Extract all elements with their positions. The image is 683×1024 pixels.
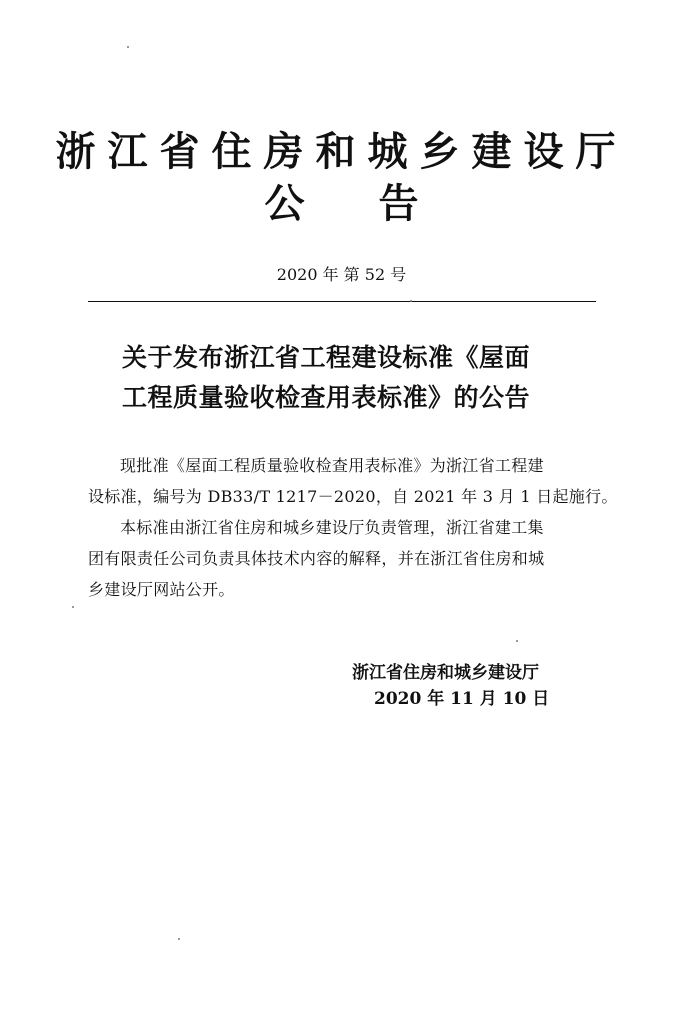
- document-number: 2020 年 第 52 号: [276, 265, 407, 284]
- signature-issuer: 浙江省住房和城乡建设厅: [352, 663, 539, 683]
- document-type-heading: 公告: [264, 180, 493, 227]
- issuing-authority-title: 浙江省住房和城乡建设厅: [55, 128, 628, 175]
- paragraph-1-line-2: 设标准，编号为 DB33/T 1217－2020，自 2021 年 3 月 1 日起施行。: [88, 487, 618, 506]
- announcement-body: [88, 450, 618, 605]
- paragraph-2-line-1: 本标准由浙江省住房和城乡建设厅负责管理，浙江省建工集: [120, 518, 544, 537]
- signature-date: 2020 年 11 月 10 日: [374, 689, 550, 709]
- announcement-headline: [122, 338, 592, 418]
- scan-speck: [72, 606, 74, 608]
- headline-line-1: 关于发布浙江省工程建设标准《屋面: [122, 343, 531, 372]
- headline-line-2: 工程质量验收检查用表标准》的公告: [122, 383, 531, 412]
- paragraph-1-line-1: 现批准《屋面工程质量验收检查用表标准》为浙江省工程建: [120, 456, 544, 475]
- paragraph-2-line-3: 乡建设厅网站公开。: [88, 580, 235, 599]
- scan-speck: [127, 46, 129, 48]
- scan-speck: [410, 300, 412, 302]
- scan-speck: [178, 938, 180, 940]
- header-divider: [88, 301, 596, 302]
- paragraph-2-line-2: 团有限责任公司负责具体技术内容的解释，并在浙江省住房和城: [88, 549, 545, 568]
- scan-speck: [516, 640, 518, 642]
